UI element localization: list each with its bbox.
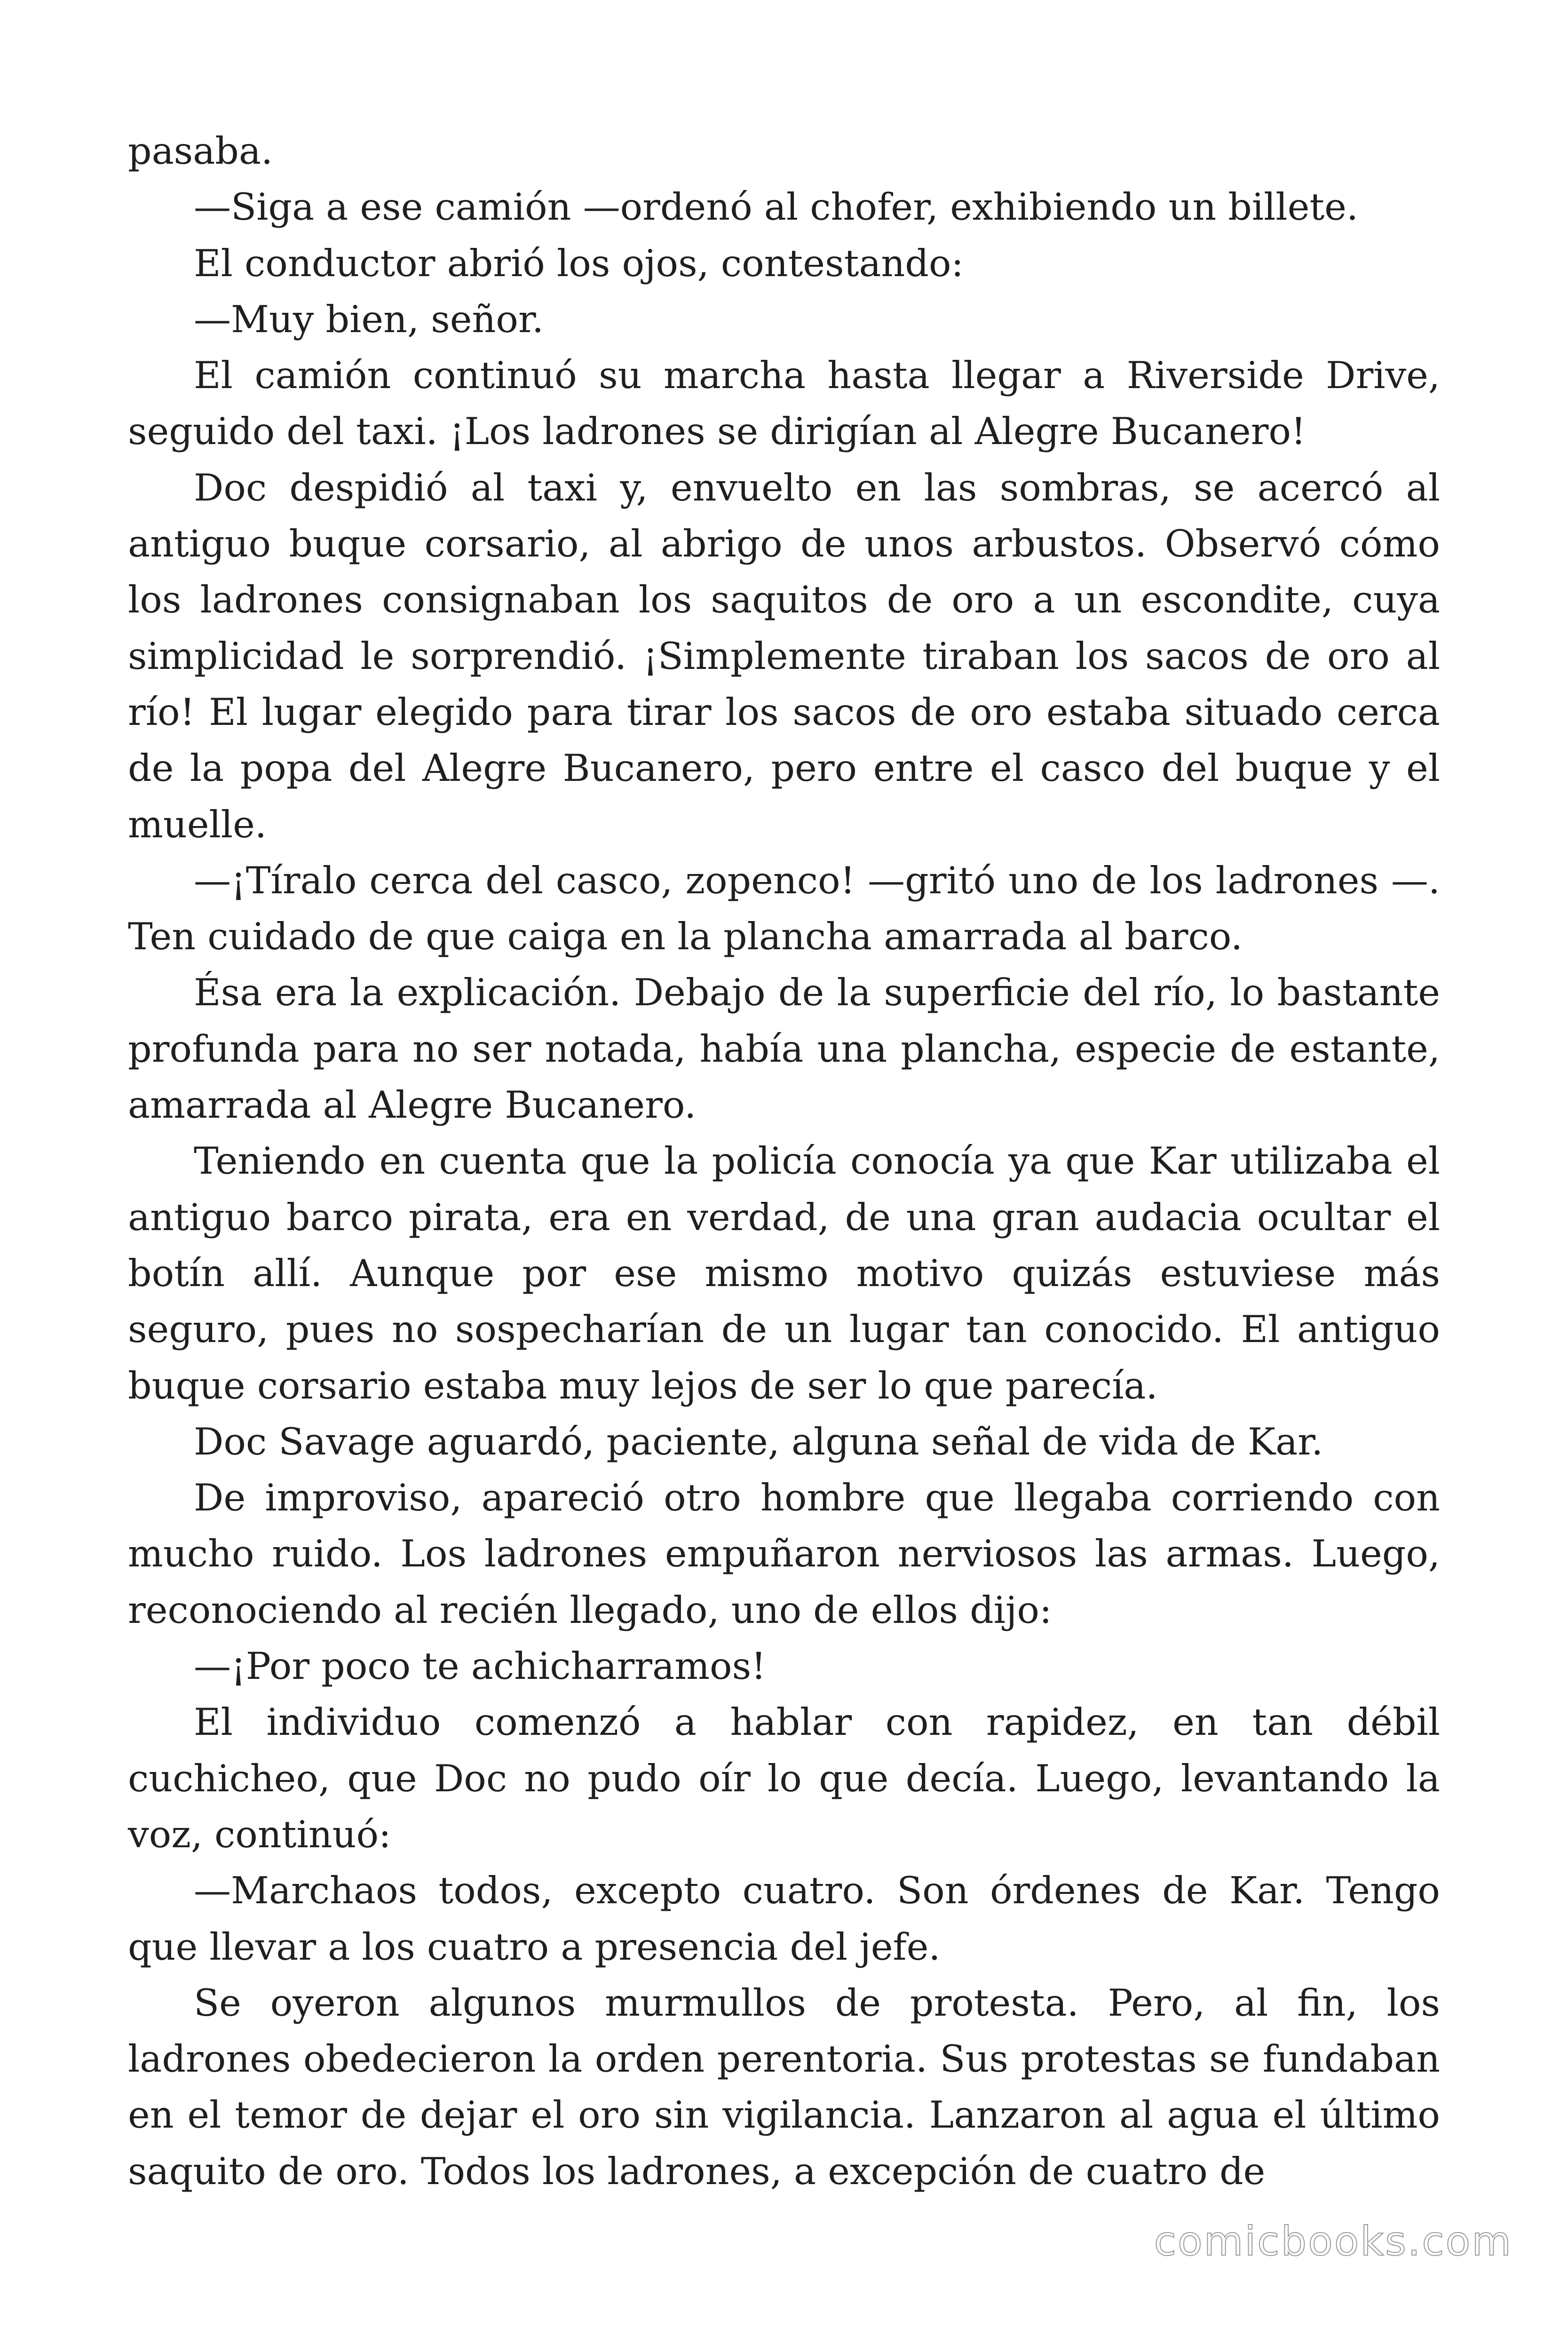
paragraph: De improviso, apareció otro hombre que llegaba corriendo con mucho ruido. Los ladrones empuñaron nerviosos las armas. Luego, reconociendo al recién llegado, uno de ellos dijo: (128, 1476, 1440, 1632)
paragraph: El camión continuó su marcha hasta llegar a Riverside Drive, seguido del taxi. ¡Los ladrones se dirigían al Alegre Bucanero! (128, 354, 1440, 453)
paragraph: El individuo comenzó a hablar con rapidez, en tan débil cuchicheo, que Doc no pudo oír lo que decía. Luego, levantando la voz, continuó: (128, 1700, 1440, 1856)
watermark: comicbooks.com (1154, 2218, 1513, 2265)
paragraph: Doc despidió al taxi y, envuelto en las sombras, se acercó al antiguo buque corsario, al abrigo de unos arbustos. Observó cómo los ladrones consignaban los saquitos de oro a un escondite, cuya simplicidad le sorprendió. ¡Simplemente tiraban los sacos de oro al río! El lugar elegido para tirar los sacos de oro estaba situado cerca de la popa del Alegre Bucanero, pero entre el casco del buque y el muelle. (128, 466, 1440, 846)
paragraph: —Marchaos todos, excepto cuatro. Son órdenes de Kar. Tengo que llevar a los cuatro a presencia del jefe. (128, 1869, 1440, 1969)
paragraph: —Muy bien, señor. (194, 297, 544, 341)
paragraph: —¡Tíralo cerca del casco, zopenco! —gritó uno de los ladrones —. Ten cuidado de que caiga en la plancha amarrada al barco. (128, 858, 1440, 959)
paragraph: Doc Savage aguardó, paciente, alguna señal de vida de Kar. (194, 1420, 1323, 1463)
paragraph: —¡Por poco te achicharramos! (194, 1645, 766, 1688)
paragraph: Se oyeron algunos murmullos de protesta. Pero, al fin, los ladrones obedecieron la orden perentoria. Sus protestas se fundaban en el temor de dejar el oro sin vigilancia. Lanzaron al agua el último saquito de oro. Todos los ladrones, a excepción de cuatro de (128, 1981, 1440, 2193)
paragraph: El conductor abrió los ojos, contestando: (194, 241, 964, 285)
paragraph: —Siga a ese camión —ordenó al chofer, exhibiendo un billete. (194, 185, 1359, 229)
paragraph: Teniendo en cuenta que la policía conocía ya que Kar utilizaba el antiguo barco pirata, era en verdad, de una gran audacia ocultar el botín allí. Aunque por ese mismo motivo quizás estuviese más seguro, pues no sospecharían de un lugar tan conocido. El antiguo buque corsario estaba muy lejos de ser lo que parecía. (128, 1139, 1440, 1407)
paragraph: Ésa era la explicación. Debajo de la superficie del río, lo bastante profunda para no ser notada, había una plancha, especie de estante, amarrada al Alegre Bucanero. (128, 971, 1440, 1127)
body-text (128, 123, 1440, 2200)
paragraph: pasaba. (128, 129, 273, 173)
